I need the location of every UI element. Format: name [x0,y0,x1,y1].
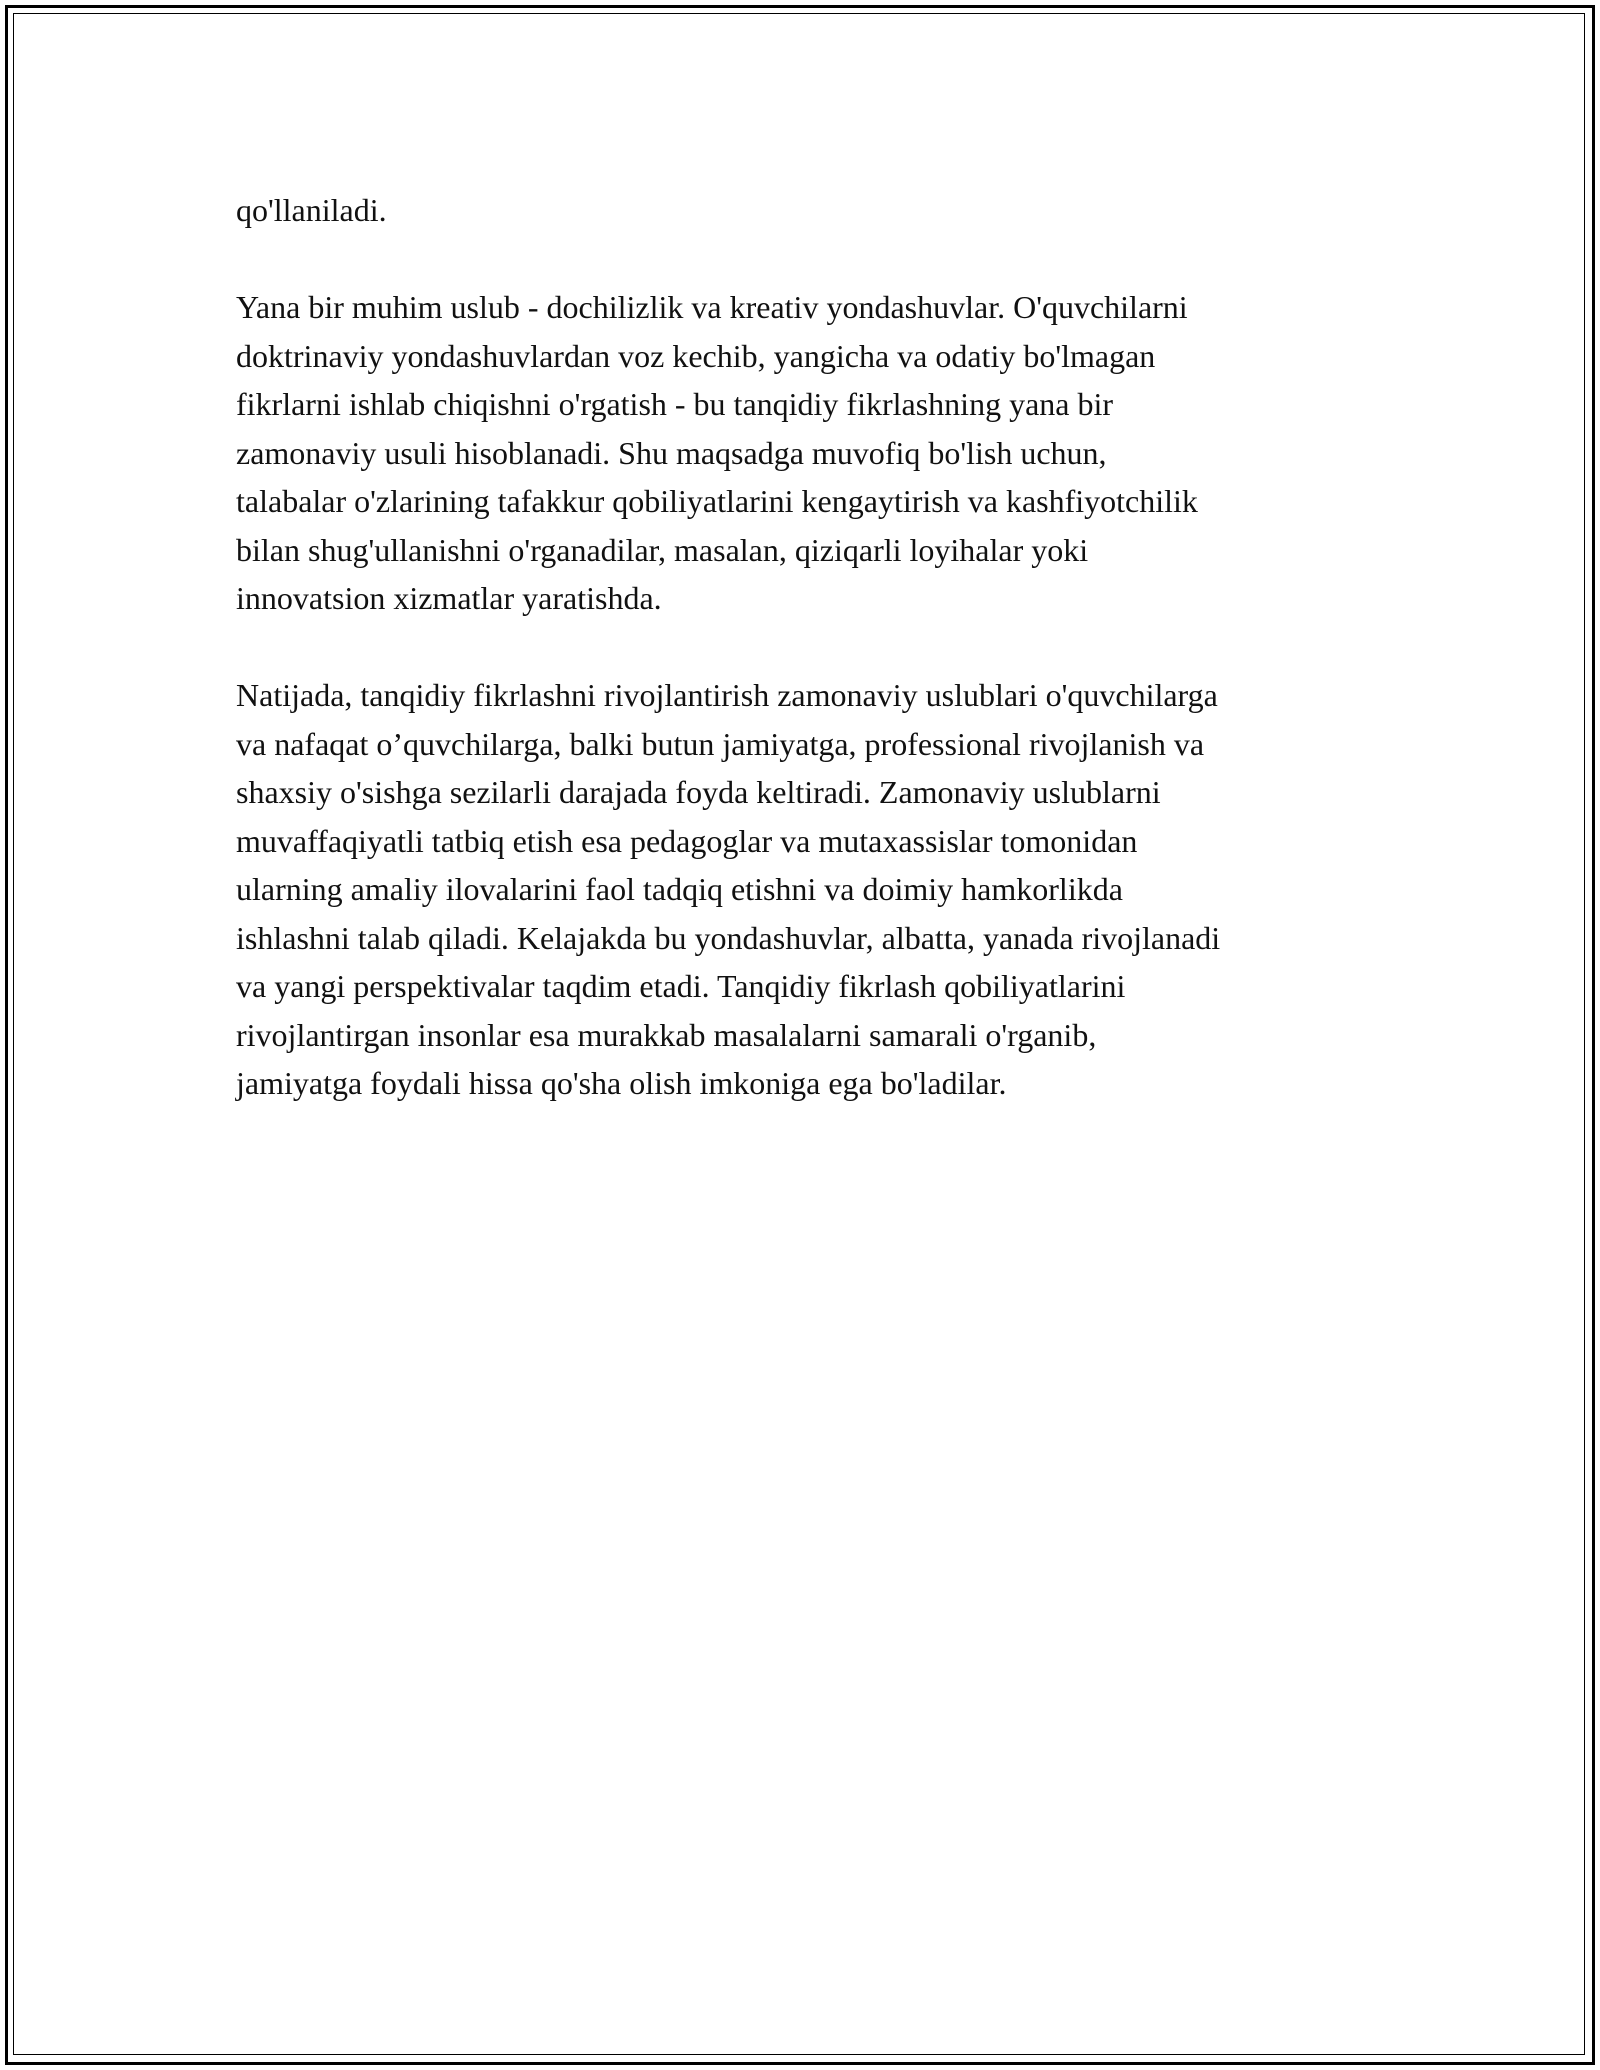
text-line: talabalar o'zlarining tafakkur qobiliyatlarini kengaytirish va kashfiyotchilik [236,483,1198,519]
text-line: muvaffaqiyatli tatbiq etish esa pedagoglar va mutaxassislar tomonidan [236,822,1138,859]
text-line: bilan shug'ullanishni o'rganadilar, masalan, qiziqarli loyihalar yoki [236,531,1089,568]
text-line: Natijada, tanqidiy fikrlashni rivojlantirish zamonaviy uslublari o'quvchilarga [236,677,1218,713]
text-line: fikrlarni ishlab chiqishni o'rgatish - bu tanqidiy fikrlashning yana bir [236,386,1114,422]
text-line: doktrinaviy yondashuvlardan voz kechib, yangicha va odatiy bo'lmagan [236,337,1156,374]
text-line: Yana bir muhim uslub - dochilizlik va kreativ yondashuvlar. O'quvchilarni [236,289,1188,325]
text-line: jamiyatga foydali hissa qo'sha olish imkoniga ega bo'ladilar. [236,1065,1007,1101]
text-line: qo'llaniladi. [236,192,387,228]
text-line: innovatsion xizmatlar yaratishda. [236,580,662,616]
text-line: ularning amaliy ilovalarini faol tadqiq etishni va doimiy hamkorlikda [236,871,1123,907]
text-line: va nafaqat o’quvchilarga, balki butun jamiyatga, professional rivojlanish va [236,725,1205,762]
paragraph-3 [236,671,1376,1108]
text-line: va yangi perspektivalar taqdim etadi. Tanqidiy fikrlash qobiliyatlarini [236,968,1126,1004]
paragraph-2 [236,283,1376,623]
document-body [236,186,1376,1156]
text-line: ishlashni talab qiladi. Kelajakda bu yondashuvlar, albatta, yanada rivojlanadi [236,919,1221,956]
text-line: shaxsiy o'sishga sezilarli darajada foyda keltiradi. Zamonaviy uslublarni [236,774,1161,810]
text-line: zamonaviy usuli hisoblanadi. Shu maqsadga muvofiq bo'lish uchun, [236,434,1107,471]
paragraph-1 [236,186,1376,235]
text-line: rivojlantirgan insonlar esa murakkab masalalarni samarali o'rganib, [236,1016,1097,1053]
